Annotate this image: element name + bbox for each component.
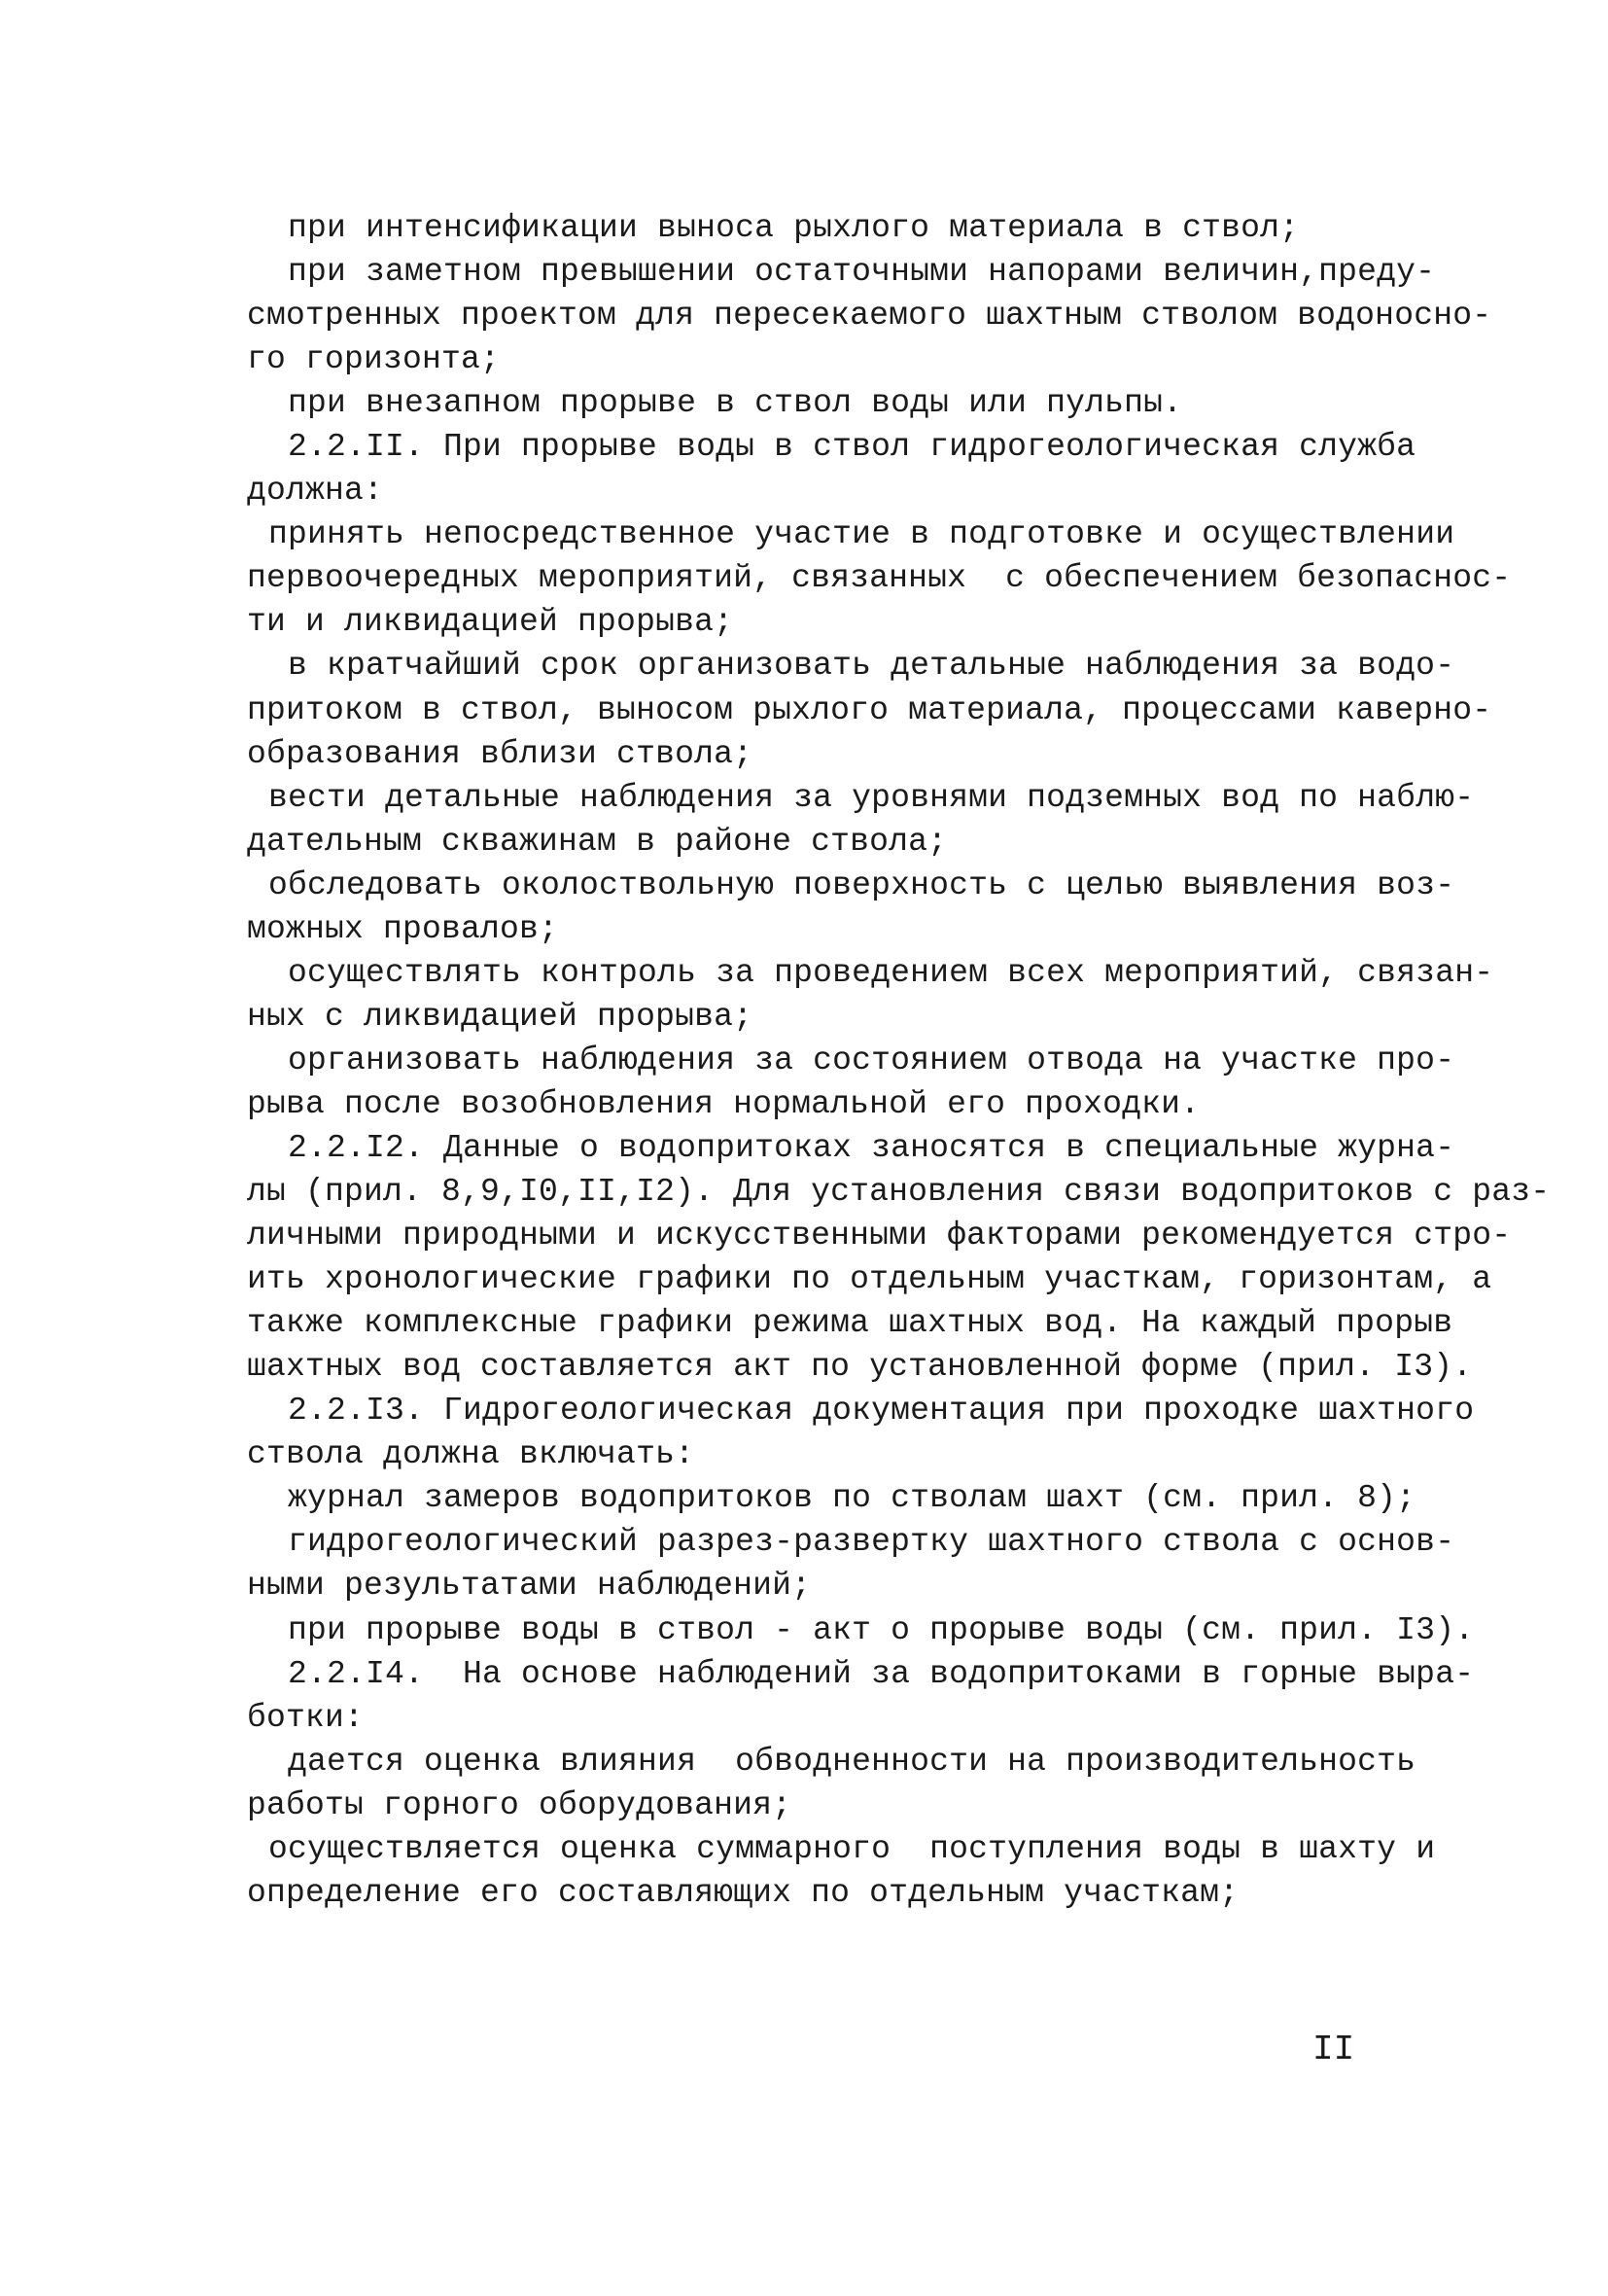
text-line: ных с ликвидацией прорыва; — [247, 998, 753, 1035]
text-line: 2.2.I3. Гидрогеологическая документация при проходке шахтного — [288, 1393, 1475, 1430]
text-line: обследовать околоствольную поверхность с целью выявления воз- — [268, 866, 1455, 903]
text-line: дается оценка влияния обводненности на производительность — [288, 1743, 1416, 1780]
text-line: определение его составляющих по отдельным участкам; — [247, 1874, 1240, 1911]
text-line: рыва после возобновления нормальной его проходки. — [247, 1085, 1201, 1122]
page-number: II — [1312, 2030, 1355, 2069]
body-text — [247, 206, 1551, 1915]
text-line: лы (прил. 8,9,I0,II,I2). Для установления связи водопритоков с раз- — [247, 1174, 1551, 1211]
text-line: гидрогеологический разрез-развертку шахтного ствола с основ- — [288, 1524, 1455, 1561]
text-line: шахтных вод составляется акт по установленной форме (прил. I3). — [247, 1349, 1473, 1386]
text-line: осуществляется оценка суммарного поступления воды в шахту и — [268, 1830, 1436, 1867]
text-line: при интенсификации выноса рыхлого материала в ствол; — [288, 210, 1300, 246]
text-line: 2.2.I2. Данные о водопритоках заносятся в специальные журна- — [288, 1129, 1455, 1166]
text-line: дательным скважинам в районе ствола; — [247, 823, 948, 860]
text-line: ти и ликвидацией прорыва; — [247, 604, 734, 641]
text-line: при заметном превышении остаточными напорами величин,преду- — [288, 254, 1436, 291]
text-line: при внезапном прорыве в ствол воды или пульпы. — [288, 385, 1183, 422]
text-line: притоком в ствол, выносом рыхлого материала, процессами каверно- — [247, 691, 1492, 728]
text-line: также комплексные графики режима шахтных вод. На каждый прорыв — [247, 1305, 1453, 1342]
text-line: первоочередных мероприятий, связанных с обеспечением безопаснос- — [247, 560, 1512, 597]
text-line: при прорыве воды в ствол - акт о прорыве воды (см. прил. I3). — [288, 1611, 1475, 1648]
text-line: вести детальные наблюдения за уровнями подземных вод по наблю- — [268, 779, 1475, 816]
text-line: в кратчайший срок организовать детальные наблюдения за водо- — [288, 648, 1455, 685]
text-line: ить хронологические графики по отдельным участкам, горизонтам, а — [247, 1261, 1492, 1298]
text-line: го горизонта; — [247, 341, 501, 378]
text-line: работы горного оборудования; — [247, 1786, 792, 1823]
text-line: личными природными и искусственными факторами рекомендуется стро- — [247, 1218, 1512, 1254]
text-line: журнал замеров водопритоков по стволам шахт (см. прил. 8); — [288, 1480, 1416, 1517]
text-line: образования вблизи ствола; — [247, 735, 753, 772]
text-line: 2.2.II. При прорыве воды в ствол гидрогеологическая служба — [288, 429, 1416, 466]
text-line: ными результатами наблюдений; — [247, 1568, 812, 1605]
text-line: ботки: — [247, 1699, 365, 1736]
text-line: смотренных проектом для пересекаемого шахтным стволом водоносно- — [247, 298, 1492, 335]
text-line: должна: — [247, 473, 384, 510]
text-line: принять непосредственное участие в подготовке и осуществлении — [268, 516, 1455, 553]
text-line: 2.2.I4. На основе наблюдений за водопритоками в горные выра- — [288, 1655, 1475, 1692]
text-line: можных провалов; — [247, 910, 559, 947]
text-line: ствола должна включать: — [247, 1436, 695, 1473]
text-line: организовать наблюдения за состоянием отвода на участке про- — [288, 1042, 1455, 1078]
text-line: осуществлять контроль за проведением всех мероприятий, связан- — [288, 954, 1494, 991]
